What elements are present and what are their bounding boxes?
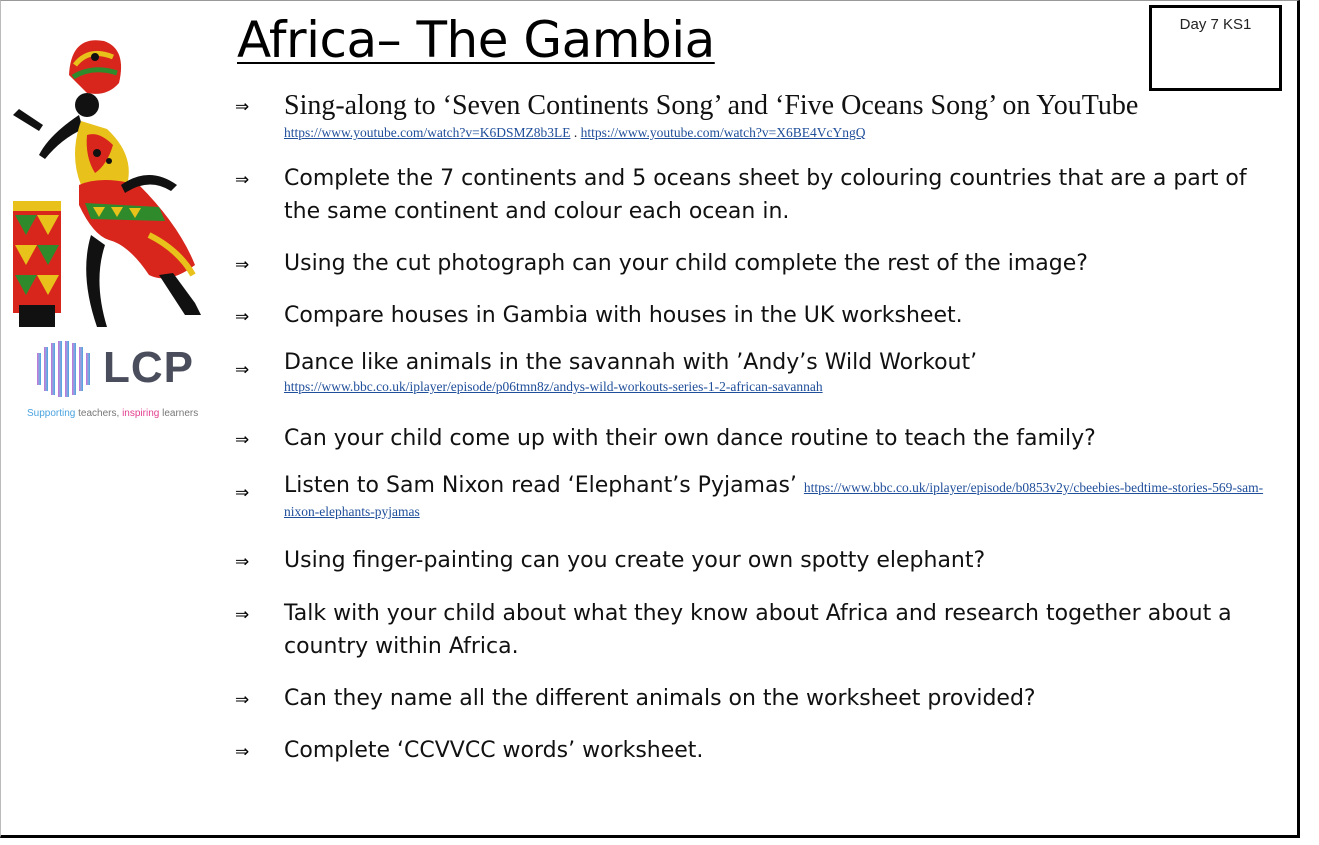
- activity-links: [284, 123, 1271, 142]
- arrow-icon: ⇒: [235, 170, 250, 190]
- activity-text: Using the cut photograph can your child complete the rest of the image?: [284, 251, 1088, 276]
- activity-item: [231, 475, 1271, 523]
- arrow-icon: ⇒: [235, 97, 250, 117]
- activity-item: [231, 89, 1271, 142]
- activity-text: Complete ‘CCVVCC words’ worksheet.: [284, 738, 704, 763]
- arrow-icon: ⇒: [235, 360, 250, 380]
- activity-item: [231, 352, 1271, 398]
- activity-item: [231, 597, 1271, 663]
- activity-text-main: Listen to Sam Nixon read ‘Elephant’s Pyjamas’: [284, 473, 797, 498]
- activity-item: [231, 247, 1271, 280]
- arrow-icon: ⇒: [235, 552, 250, 572]
- arrow-icon: ⇒: [235, 742, 250, 762]
- activity-item: [231, 299, 1271, 332]
- african-dancer-illustration: [9, 35, 204, 335]
- bbc-iplayer-link[interactable]: https://www.bbc.co.uk/iplayer/episode/b0853v2y/cbeebies-bedtime-stories-569-sam-nixon-elephants-pyjamas: [284, 480, 1264, 519]
- activity-text: Can your child come up with their own dance routine to teach the family?: [284, 426, 1096, 451]
- activity-item: [231, 682, 1271, 715]
- arrow-icon: ⇒: [235, 483, 250, 503]
- day-label: Day 7 KS1: [1179, 16, 1252, 33]
- page-title: Africa– The Gambia: [237, 11, 715, 69]
- day-label-box: [1149, 5, 1282, 91]
- tagline-part: teachers,: [75, 408, 123, 419]
- activity-text: Complete the 7 continents and 5 oceans sheet by colouring countries that are a part of the same continent and colour each ocean in.: [284, 166, 1247, 224]
- arrow-icon: ⇒: [235, 690, 250, 710]
- activity-text: Sing-along to ‘Seven Continents Song’ and ‘Five Oceans Song’ on YouTube: [284, 90, 1139, 121]
- youtube-link[interactable]: https://www.youtube.com/watch?v=K6DSMZ8b3LE: [284, 125, 571, 140]
- activity-item: [231, 734, 1271, 767]
- activity-item: [231, 422, 1271, 455]
- bbc-iplayer-link[interactable]: https://www.bbc.co.uk/iplayer/episode/p06tmn8z/andys-wild-workouts-series-1-2-african-savannah: [284, 379, 823, 394]
- link-separator: .: [570, 125, 581, 140]
- arrow-icon: ⇒: [235, 307, 250, 327]
- tagline-part: learners: [159, 408, 199, 419]
- arrow-icon: ⇒: [235, 430, 250, 450]
- activity-text: [284, 475, 1271, 523]
- lcp-logo-text: LCP: [103, 343, 194, 392]
- activity-text: Using finger-painting can you create your own spotty elephant?: [284, 548, 986, 573]
- tagline-part: Supporting: [27, 408, 76, 419]
- activity-text: [284, 352, 1271, 398]
- arrow-icon: ⇒: [235, 605, 250, 625]
- activity-item: [231, 162, 1271, 228]
- activity-text: Can they name all the different animals on the worksheet provided?: [284, 686, 1036, 711]
- tagline-part: inspiring: [122, 408, 160, 419]
- activity-text: Compare houses in Gambia with houses in the UK worksheet.: [284, 303, 963, 328]
- youtube-link[interactable]: https://www.youtube.com/watch?v=X6BE4VcYngQ: [580, 125, 866, 140]
- activity-item: [231, 544, 1271, 577]
- activity-text-main: Dance like animals in the savannah with ’Andy’s Wild Workout’: [284, 350, 978, 375]
- arrow-icon: ⇒: [235, 255, 250, 275]
- activity-text: Talk with your child about what they know about Africa and research together about a country within Africa.: [284, 601, 1232, 659]
- logo-tagline: [27, 408, 198, 419]
